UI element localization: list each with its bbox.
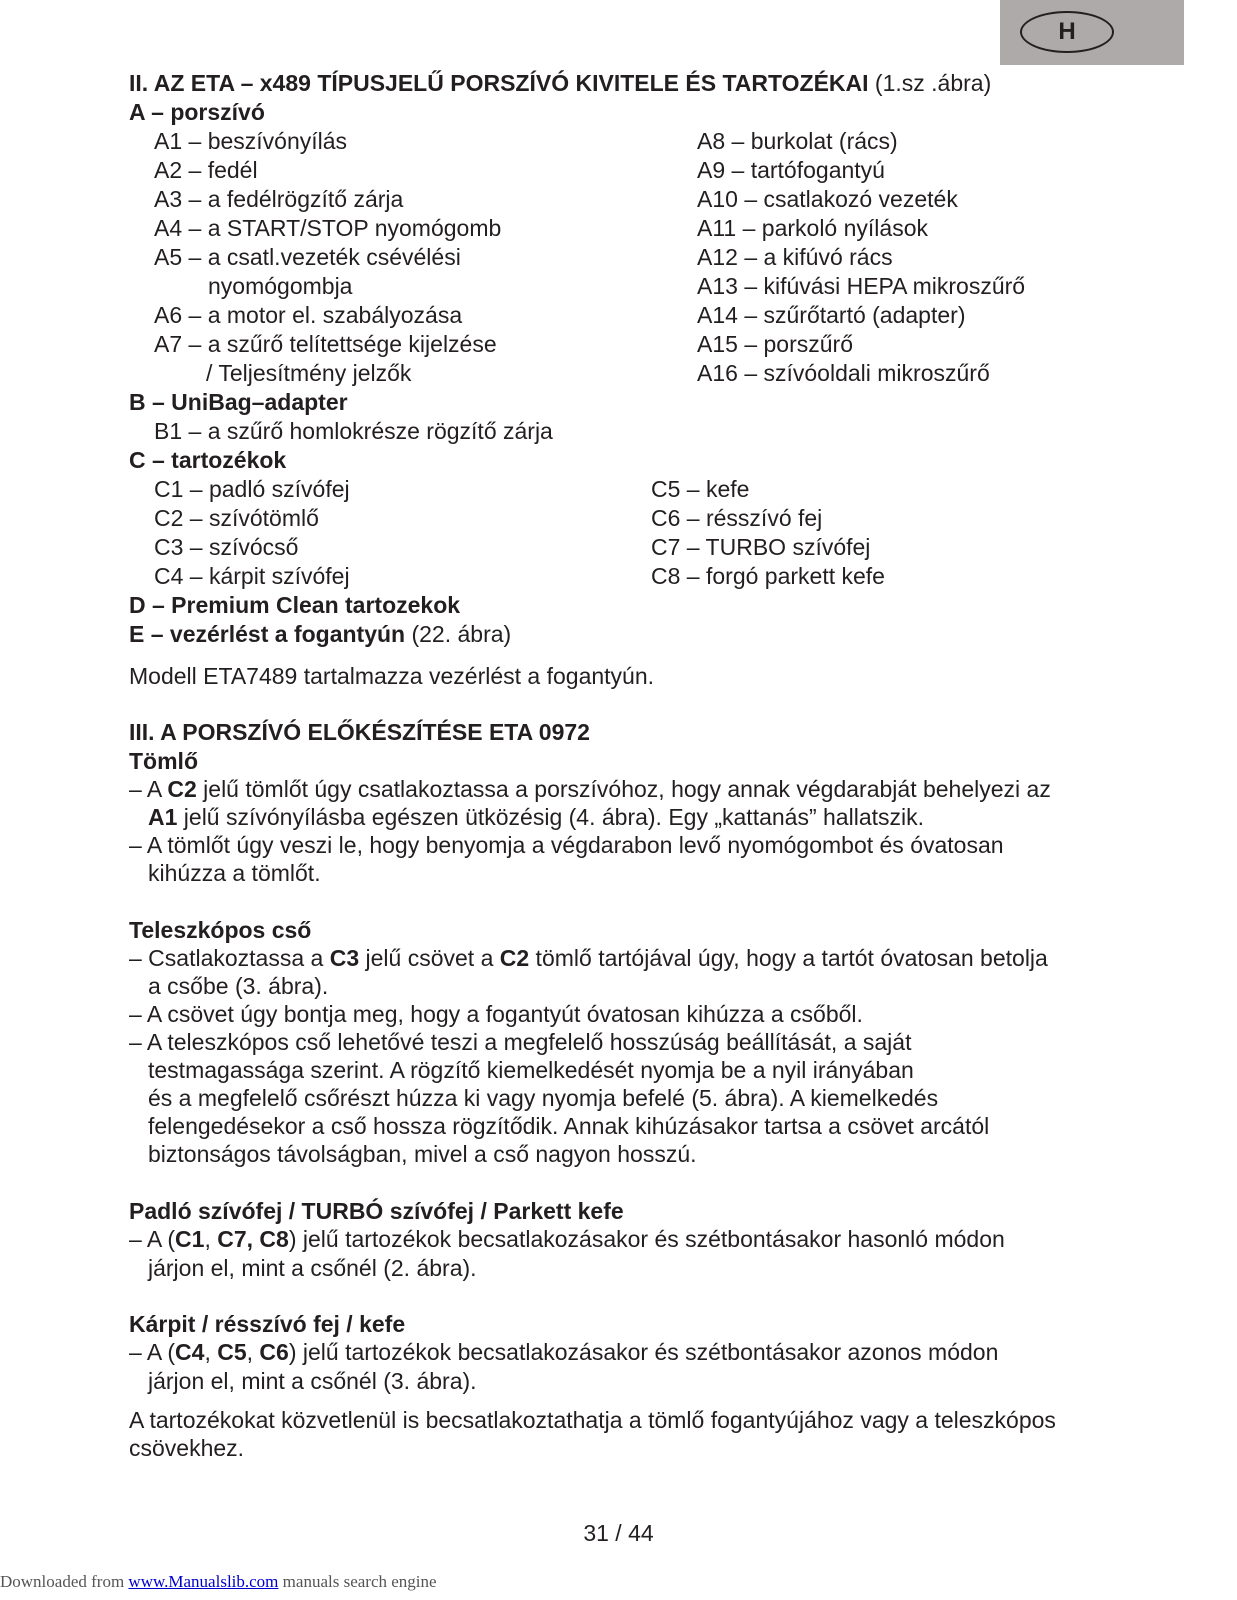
closing-paragraph: csövekhez.	[129, 1435, 245, 1461]
tube-bullet-2: – A csövet úgy bontja meg, hogy a fogantyút óvatosan kihúzza a csőből.	[129, 1001, 863, 1027]
list-item: C1 – padló szívófej	[154, 476, 350, 502]
list-item: A11 – parkoló nyílások	[697, 215, 928, 241]
tube-bullet-1-cont: a csőbe (3. ábra).	[148, 973, 329, 999]
list-item: C2 – szívótömlő	[154, 505, 319, 531]
group-c-heading: C – tartozékok	[129, 447, 287, 473]
list-item: B1 – a szűrő homlokrésze rögzítő zárja	[154, 418, 553, 444]
list-item: A16 – szívóoldali mikroszűrő	[697, 360, 990, 386]
group-a-heading: A – porszívó	[129, 99, 265, 125]
list-item: C4 – kárpit szívófej	[154, 563, 350, 589]
list-item: A4 – a START/STOP nyomógomb	[154, 215, 502, 241]
group-b-heading: B – UniBag–adapter	[129, 389, 348, 415]
list-item: A1 – beszívónyílás	[154, 128, 348, 154]
floor-bullet-cont: járjon el, mint a csőnél (2. ábra).	[148, 1255, 477, 1281]
hose-heading: Tömlő	[129, 748, 198, 774]
list-item: A10 – csatlakozó vezeték	[697, 186, 958, 212]
list-item: A5 – a csatl.vezeték csévélési	[154, 244, 461, 270]
tube-bullet-3-cont: és a megfelelő csőrészt húzza ki vagy nyomja befelé (5. ábra). A kiemelkedés	[148, 1085, 939, 1111]
list-item: A13 – kifúvási HEPA mikroszűrő	[697, 273, 1026, 299]
list-item: A9 – tartófogantyú	[697, 157, 885, 183]
list-item: A12 – a kifúvó rács	[697, 244, 893, 270]
tube-bullet-1: – Csatlakoztassa a C3 jelű csövet a C2 tömlő tartójával úgy, hogy a tartót óvatosan betolja	[129, 945, 1048, 971]
list-item: A3 – a fedélrögzítő zárja	[154, 186, 404, 212]
hose-bullet-2: – A tömlőt úgy veszi le, hogy benyomja a végdarabon levő nyomógombot és óvatosan	[129, 832, 1004, 858]
hose-bullet-1: – A C2 jelű tömlőt úgy csatlakoztassa a porszívóhoz, hogy annak végdarabját behelyezi az	[129, 776, 1051, 802]
group-e-heading: E – vezérlést a fogantyún (22. ábra)	[129, 621, 512, 647]
hose-bullet-2-cont: kihúzza a tömlőt.	[148, 860, 321, 886]
list-item: C5 – kefe	[651, 476, 750, 502]
list-item: A7 – a szűrő telítettsége kijelzése	[154, 331, 497, 357]
tube-bullet-3-cont: felengedésekor a cső hossza rögzítődik. Annak kihúzásakor tartsa a csövet arcától	[148, 1113, 990, 1139]
page-number: 31 / 44	[583, 1520, 654, 1546]
upholstery-heading: Kárpit / résszívó fej / kefe	[129, 1311, 406, 1337]
list-item: A6 – a motor el. szabályozása	[154, 302, 463, 328]
list-item: C6 – résszívó fej	[651, 505, 823, 531]
language-badge: H	[1020, 11, 1114, 53]
group-d-heading: D – Premium Clean tartozekok	[129, 592, 461, 618]
list-item: C7 – TURBO szívófej	[651, 534, 871, 560]
list-item-continuation: / Teljesítmény jelzők	[206, 360, 412, 386]
download-footer: Downloaded from www.Manualslib.com manuals search engine	[0, 1572, 437, 1591]
list-item: A2 – fedél	[154, 157, 258, 183]
list-item: C8 – forgó parkett kefe	[651, 563, 885, 589]
tube-heading: Teleszkópos cső	[129, 917, 312, 943]
tube-bullet-3-cont: testmagassága szerint. A rögzítő kiemelkedését nyomja be a nyil irányában	[148, 1057, 914, 1083]
tube-bullet-3-cont: biztonságos távolságban, mivel a cső nagyon hosszú.	[148, 1141, 697, 1167]
language-tab	[1000, 0, 1184, 65]
section-2-title: II. AZ ETA – x489 TÍPUSJELŰ PORSZÍVÓ KIVITELE ÉS TARTOZÉKAI (1.sz .ábra)	[129, 70, 992, 96]
closing-paragraph: A tartozékokat közvetlenül is becsatlakoztathatja a tömlő fogantyújához vagy a teleszkópos	[129, 1407, 1056, 1433]
manualslib-link[interactable]: www.Manualslib.com	[128, 1572, 279, 1591]
hose-bullet-1-cont: A1 jelű szívónyílásba egészen ütközésig (4. ábra). Egy „kattanás” hallatszik.	[148, 804, 924, 830]
list-item: A14 – szűrőtartó (adapter)	[697, 302, 966, 328]
list-item: A15 – porszűrő	[697, 331, 853, 357]
upholstery-bullet-cont: járjon el, mint a csőnél (3. ábra).	[148, 1368, 477, 1394]
tube-bullet-3: – A teleszkópos cső lehetővé teszi a megfelelő hosszúság beállítását, a saját	[129, 1029, 912, 1055]
section-3-title: III. A PORSZÍVÓ ELŐKÉSZÍTÉSE ETA 0972	[129, 719, 590, 745]
upholstery-bullet: – A (C4, C5, C6) jelű tartozékok becsatlakozásakor és szétbontásakor azonos módon	[129, 1339, 999, 1365]
floor-heading: Padló szívófej / TURBÓ szívófej / Parkett kefe	[129, 1198, 624, 1224]
list-item: C3 – szívócső	[154, 534, 299, 560]
list-item-continuation: nyomógombja	[208, 273, 353, 299]
model-note: Modell ETA7489 tartalmazza vezérlést a fogantyún.	[129, 663, 655, 689]
list-item: A8 – burkolat (rács)	[697, 128, 898, 154]
floor-bullet: – A (C1, C7, C8) jelű tartozékok becsatlakozásakor és szétbontásakor hasonló módon	[129, 1226, 1005, 1252]
